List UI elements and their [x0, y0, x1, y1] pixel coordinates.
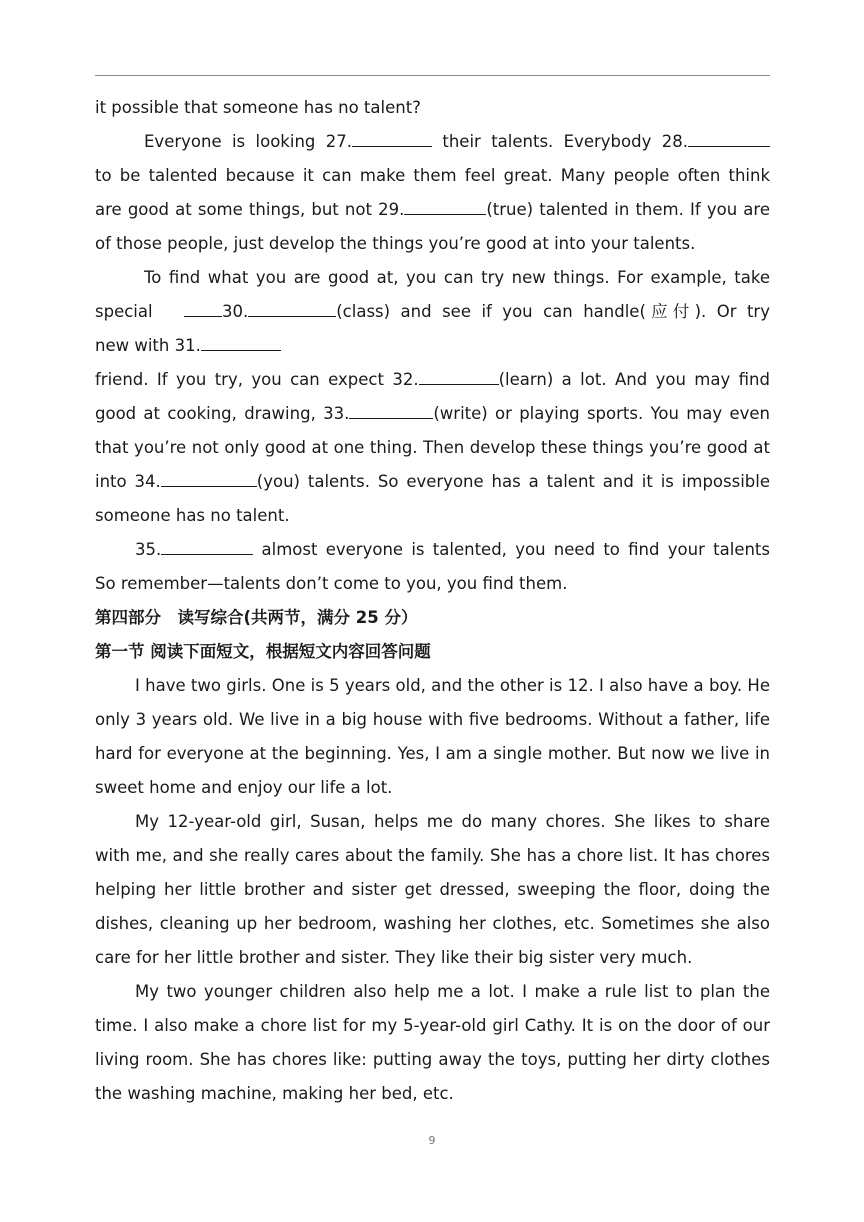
blank-33[interactable] — [349, 400, 433, 419]
blank-31[interactable] — [201, 332, 281, 351]
text: that you’re not only good at one thing. Then develop these things you’re good at — [95, 438, 770, 457]
text: new with 31. — [95, 336, 201, 355]
text: 35. — [135, 540, 162, 559]
text: good at cooking, drawing, 33. — [95, 404, 350, 423]
blank-35[interactable] — [161, 536, 253, 555]
blank-30[interactable] — [248, 298, 336, 317]
header-rule — [95, 75, 770, 76]
text: into 34. — [95, 472, 161, 491]
text: care for her little brother and sister. They like their big sister very much. — [95, 948, 693, 967]
text-line — [95, 975, 770, 1009]
text-line — [95, 227, 770, 261]
text-line — [95, 261, 770, 295]
text-line — [95, 295, 770, 329]
text: sweet home and enjoy our life a lot. — [95, 778, 393, 797]
text: their talents. Everybody 28. — [432, 132, 688, 151]
text-line — [95, 91, 770, 125]
text: My two younger children also help me a lot. I make a rule list to plan the — [135, 982, 770, 1001]
text: (you) talents. So everyone has a talent and it is impossible — [256, 472, 770, 491]
blank-32[interactable] — [419, 366, 499, 385]
section-heading: 第一节 阅读下面短文，根据短文内容回答问题 — [95, 642, 431, 661]
text: (learn) a lot. And you may find — [498, 370, 770, 389]
text: special — [95, 302, 153, 321]
text-line — [95, 125, 770, 159]
text: almost everyone is talented, you need to find your talents — [261, 540, 770, 559]
text: of those people, just develop the things you’re good at into your talents. — [95, 234, 696, 253]
text-line — [95, 159, 770, 193]
text: 30. — [222, 302, 249, 321]
text: My 12-year-old girl, Susan, helps me do many chores. She likes to share — [135, 812, 770, 831]
text: with me, and she really cares about the family. She has a chore list. It has chores — [95, 846, 770, 865]
text-line — [95, 907, 770, 941]
text-line — [95, 431, 770, 465]
text-line — [95, 1077, 770, 1111]
text-line — [95, 737, 770, 771]
text-line — [95, 465, 770, 499]
text-line — [95, 873, 770, 907]
text-line — [95, 771, 770, 805]
text: to be talented because it can make them feel great. Many people often think — [95, 166, 770, 185]
text-line — [95, 941, 770, 975]
text: Everyone is looking 27. — [144, 132, 352, 151]
blank-27[interactable] — [352, 128, 432, 147]
page-number: 9 — [428, 1134, 436, 1147]
text-line — [95, 567, 770, 601]
blank-34[interactable] — [161, 468, 257, 487]
part-heading: 第四部分 读写综合(共两节，满分 25 分） — [95, 608, 418, 627]
text: helping her little brother and sister get dressed, sweeping the floor, doing the — [95, 880, 770, 899]
document-content — [95, 91, 770, 1111]
text-line — [95, 1043, 770, 1077]
text: time. I also make a chore list for my 5-year-old girl Cathy. It is on the door of our — [95, 1016, 770, 1035]
text-line — [95, 193, 770, 227]
text-line — [95, 703, 770, 737]
text: are good at some things, but not 29. — [95, 200, 405, 219]
blank-28[interactable] — [688, 128, 770, 147]
text-line — [95, 669, 770, 703]
text: the washing machine, making her bed, etc. — [95, 1084, 454, 1103]
text-line — [95, 397, 770, 431]
text-line — [95, 533, 770, 567]
text: it possible that someone has no talent? — [95, 98, 421, 117]
text: I have two girls. One is 5 years old, and the other is 12. I also have a boy. He — [135, 676, 770, 695]
text: (write) or playing sports. You may even — [433, 404, 770, 423]
text-line — [95, 499, 770, 533]
text-line — [95, 363, 770, 397]
text: To find what you are good at, you can try new things. For example, take — [144, 268, 770, 287]
blank-prefix — [184, 298, 222, 317]
text-line — [95, 805, 770, 839]
text-line — [95, 329, 770, 363]
text: So remember—talents don’t come to you, you find them. — [95, 574, 568, 593]
text: only 3 years old. We live in a big house with five bedrooms. Without a father, life — [95, 710, 770, 729]
blank-29[interactable] — [404, 196, 486, 215]
text: friend. If you try, you can expect 32. — [95, 370, 419, 389]
text: dishes, cleaning up her bedroom, washing her clothes, etc. Sometimes she also — [95, 914, 770, 933]
text: living room. She has chores like: putting away the toys, putting her dirty clothes — [95, 1050, 770, 1069]
text: someone has no talent. — [95, 506, 290, 525]
text: hard for everyone at the beginning. Yes, I am a single mother. But now we live in — [95, 744, 770, 763]
text-line — [95, 839, 770, 873]
text-line — [95, 1009, 770, 1043]
text: (true) talented in them. If you are — [486, 200, 770, 219]
text: (class) and see if you can handle(应付). Or try — [336, 302, 770, 321]
